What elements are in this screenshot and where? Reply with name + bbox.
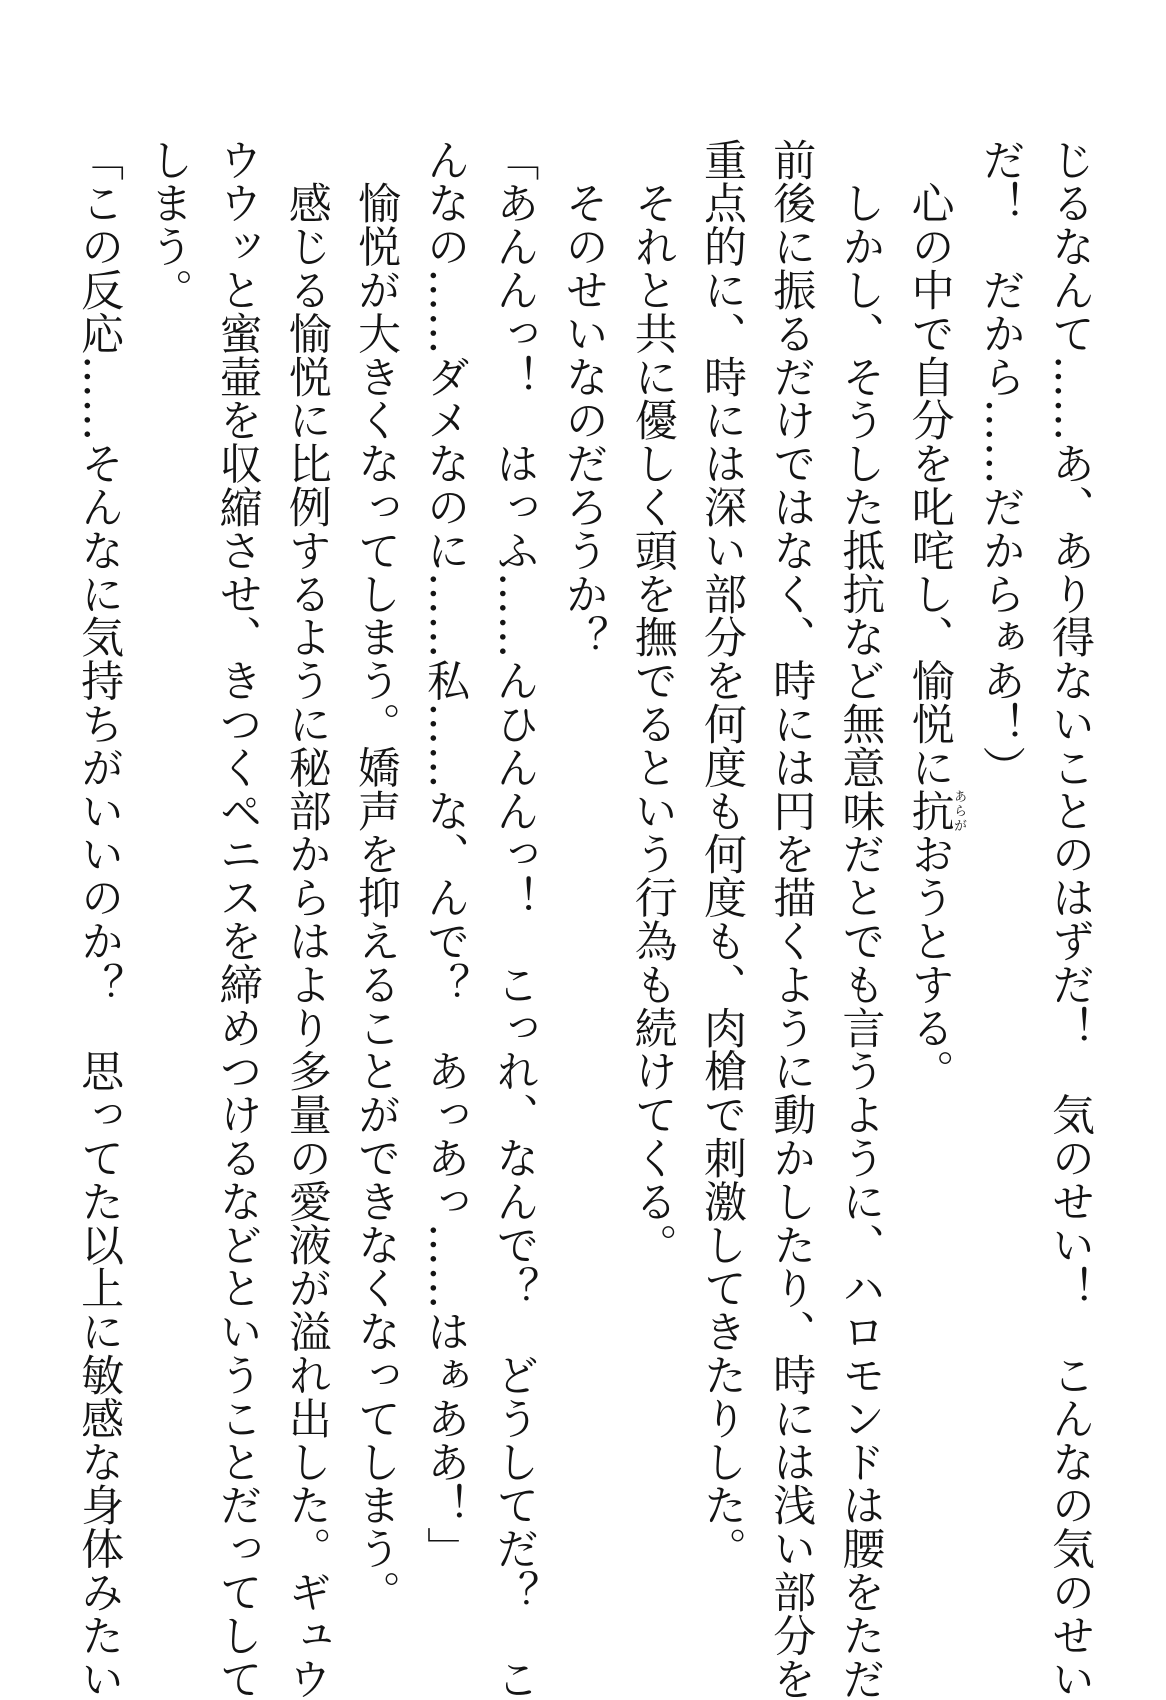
ruby-base: 抗	[904, 789, 955, 833]
text-line-11: 愉悦が大きくなってしまう。嬌声を抑えることができなくなってしまう。	[350, 138, 401, 1614]
text-line-4: しかし、そうした抵抗など無意味だとでも言うように、ハロモンドは腰をただ	[835, 138, 886, 1700]
text-line-8: そのせいなのだろうか？	[558, 138, 609, 659]
text-line-7: それと共に優しく頭を撫でるという行為も続けてくる。	[627, 138, 678, 1267]
text-line-9: 「あんんっ！ はっふ……んひんんっ！ こっれ、なんで？ どうしてだ？ こ	[489, 138, 540, 1700]
text-line-3-tail: おうとする。	[904, 832, 955, 1093]
furigana-ruby	[904, 789, 967, 833]
text-line-3-head: 心の中で自分を叱咤し、愉悦に	[904, 138, 955, 789]
vertical-text-body	[64, 138, 1104, 1700]
text-line-15: 「この反応……そんなに気持ちがいいのか？ 思ってた以上に敏感な身体みたい	[74, 138, 125, 1700]
text-line-5: 前後に振るだけではなく、時には円を描くように動かしたり、時には浅い部分を	[766, 138, 817, 1700]
text-line-10: んなの……ダメなのに……私……な、んで？ あっあっ……はぁああ！」	[420, 138, 471, 1571]
text-line-13: ウウッと蜜壷を収縮させ、きつくペニスを締めつけるなどということだってして	[212, 138, 263, 1700]
text-line-1: じるなんて……あ、あり得ないことのはずだ！ 気のせい！ こんなの気のせい	[1045, 138, 1095, 1700]
text-line-12: 感じる愉悦に比例するように秘部からはより多量の愛液が溢れ出した。ギュウ	[281, 138, 332, 1700]
text-line-2: だ！ だから……だからぁあ！）	[975, 138, 1026, 789]
text-line-3	[894, 138, 965, 1558]
text-line-6: 重点的に、時には深い部分を何度も何度も、肉槍で刺激してきたりした。	[696, 138, 747, 1571]
text-line-14: しまう。	[143, 138, 194, 312]
ruby-reading: あらが	[951, 789, 967, 833]
